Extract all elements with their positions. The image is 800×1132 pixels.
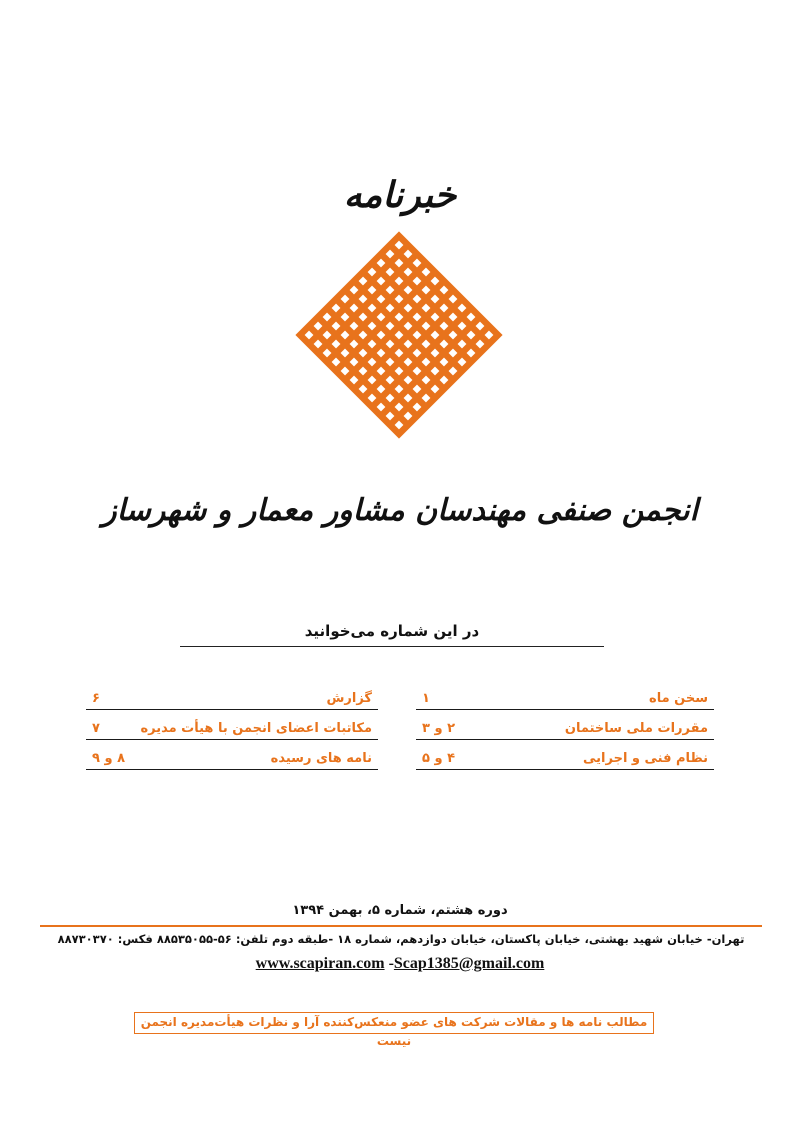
toc-item[interactable] bbox=[86, 684, 378, 710]
toc-item-page: ۱ bbox=[422, 691, 430, 706]
toc-item-title: گزارش bbox=[326, 691, 372, 706]
lattice-logo-graphic bbox=[292, 228, 506, 442]
organization-name: انجمن صنفی مهندسان مشاور معمار و شهرساز bbox=[102, 493, 698, 528]
toc-item-title: سخن ماه bbox=[649, 691, 708, 706]
toc-item-page: ۷ bbox=[92, 721, 100, 736]
disclaimer-box: مطالب نامه ها و مقالات شرکت های عضو منعکس‌کننده آرا و نظرات هیأت‌مدیره انجمن نیست bbox=[134, 1012, 654, 1034]
edition-info: دوره هشتم، شماره ۵، بهمن ۱۳۹۴ bbox=[292, 903, 508, 918]
newsletter-title: خبرنامه bbox=[343, 174, 457, 216]
toc-item-page: ۶ bbox=[92, 691, 100, 706]
toc-item-title: نظام فنی و اجرایی bbox=[583, 751, 708, 766]
toc-item-page: ۴ و ۵ bbox=[422, 751, 456, 766]
toc-item-title: مقررات ملی ساختمان bbox=[564, 721, 708, 736]
lattice-diamond-logo bbox=[292, 228, 506, 442]
toc-item[interactable] bbox=[416, 714, 714, 740]
contact-links bbox=[0, 955, 800, 973]
contact-address: تهران- خیابان شهید بهشتی، خیابان پاکستان، خیابان دوازدهم، شماره ۱۸ -طبقه دوم تلفن: ۵۶-۸۸۵۳۵۰۵۵ فکس: ۸۸۷۳۰۳۷۰ bbox=[57, 932, 745, 946]
website-link[interactable]: www.scapiran.com bbox=[255, 955, 385, 972]
footer-divider bbox=[40, 925, 762, 927]
email-link[interactable]: Scap1385@gmail.com bbox=[393, 955, 545, 972]
link-separator: - bbox=[388, 955, 394, 972]
lattice-frame bbox=[300, 236, 498, 434]
toc-item[interactable] bbox=[416, 684, 714, 710]
toc-item[interactable] bbox=[86, 744, 378, 770]
toc-item-page: ۲ و ۳ bbox=[422, 721, 456, 736]
toc-item[interactable] bbox=[86, 714, 378, 740]
toc-item-title: نامه های رسیده bbox=[270, 751, 372, 766]
toc-item-title: مکاتبات اعضای انجمن با هیأت مدیره bbox=[140, 721, 372, 736]
toc-item[interactable] bbox=[416, 744, 714, 770]
toc-heading: در این شماره می‌خوانید bbox=[180, 622, 604, 647]
toc-item-page: ۸ و ۹ bbox=[92, 751, 126, 766]
